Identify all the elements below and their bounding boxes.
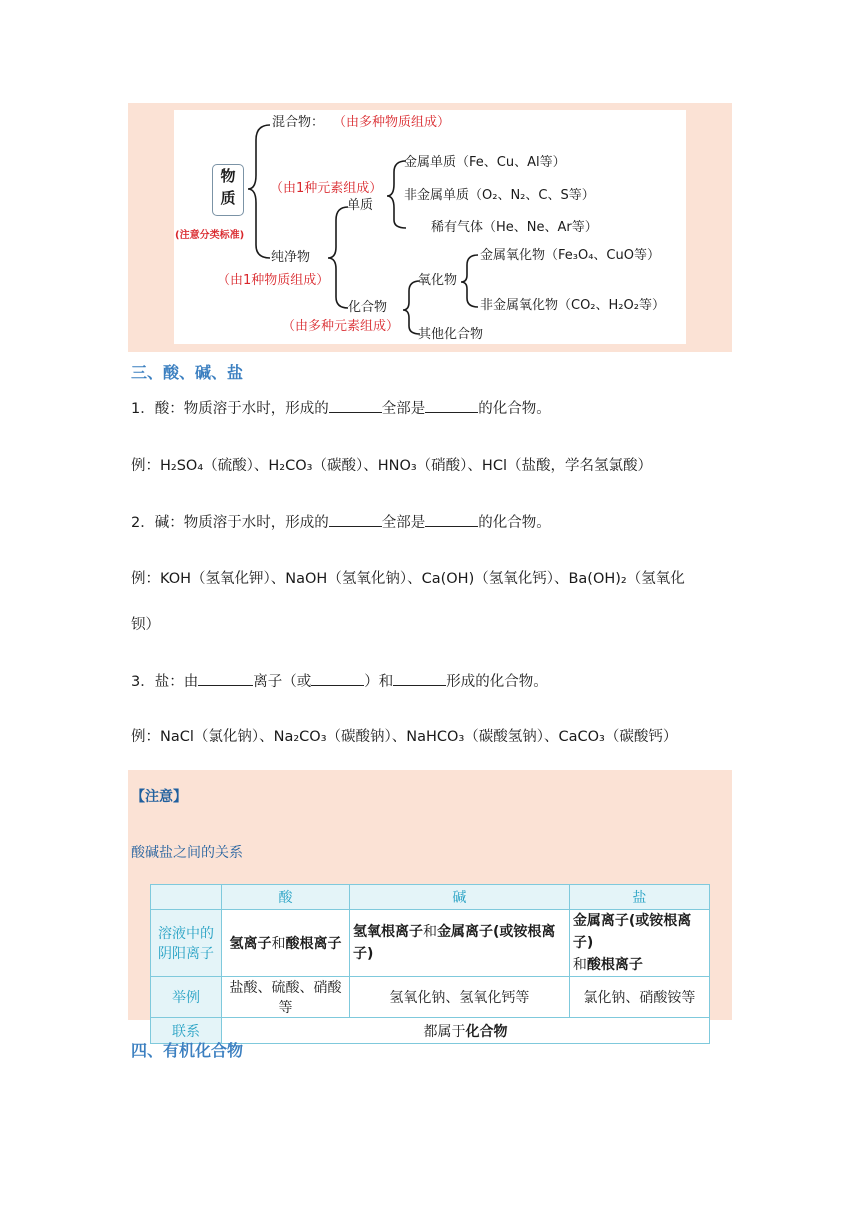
base-definition [131, 512, 551, 533]
base-blank-1 [329, 512, 382, 527]
element-label: 单质 [347, 198, 374, 213]
acid-ion-and: 和 [271, 936, 286, 952]
root-note: (注意分类标准) [175, 230, 245, 241]
acid-blank-1 [329, 398, 382, 413]
base-text-b: 全部是 [381, 515, 426, 531]
salt-ion-and: 和 [572, 957, 587, 973]
salt-blank-2 [311, 671, 364, 686]
section3-heading: 三、酸、碱、盐 [131, 363, 244, 382]
table-row [151, 977, 710, 1018]
salt-blank-3 [393, 671, 446, 686]
salt-definition [131, 671, 548, 692]
acid-text-c: 的化合物。 [478, 401, 551, 417]
salt-example: 例：NaCl（氯化钠）、Na₂CO₃（碳酸钠）、NaHCO₃（碳酸氢钠）、CaCO₃（碳酸钙） [131, 729, 678, 745]
acid-ion-2: 酸根离子 [285, 936, 342, 952]
row-label-example: 举例 [151, 977, 222, 1018]
metal-element: 金属单质（Fe、Cu、Al等） [404, 155, 566, 170]
base-ion-and: 和 [422, 924, 437, 940]
mixture-label: 混合物： [272, 115, 325, 130]
nonmetal-oxide: 非金属氧化物（CO₂、H₂O₂等） [480, 298, 665, 313]
acid-example: 例：H₂SO₄（硫酸）、H₂CO₃（碳酸）、HNO₃（硝酸）、HCl（盐酸，学名氢氯酸） [131, 458, 652, 474]
compound-label: 化合物 [348, 300, 388, 315]
base-blank-2 [425, 512, 478, 527]
relation-table [150, 884, 710, 1044]
mixture-note: （由多种物质组成） [333, 115, 451, 130]
table-header-salt: 盐 [569, 885, 709, 910]
base-ion-1: 氢氧根离子 [352, 924, 423, 940]
noble-gas: 稀有气体（He、Ne、Ar等） [431, 220, 598, 235]
cell-acid-ions [222, 910, 350, 977]
row-label-relation: 联系 [151, 1018, 222, 1044]
table-header-base: 碱 [349, 885, 569, 910]
relation-text-b: 化合物 [465, 1023, 508, 1040]
table-header-empty [151, 885, 222, 910]
oxide-label: 氧化物 [418, 273, 458, 288]
base-example-line2: 钡） [131, 617, 160, 633]
salt-ion-1: 金属离子(或铵根离子) [572, 913, 692, 951]
base-example-line1: 例：KOH（氢氧化钾）、NaOH（氢氧化钠）、Ca(OH)（氢氧化钙）、Ba(OH)₂（氢氧化 [131, 571, 685, 587]
note-title: 【注意】 [131, 789, 187, 805]
base-text-a: 2．碱：物质溶于水时，形成的 [131, 515, 329, 531]
root-char-1: 物 [220, 167, 236, 185]
pure-note: （由1种物质组成） [217, 273, 330, 288]
cell-relation [222, 1018, 710, 1044]
table-header-acid: 酸 [222, 885, 350, 910]
salt-text-a: 3．盐：由 [131, 674, 199, 690]
row-label-ions: 溶液中的阴阳离子 [151, 910, 222, 977]
salt-text-b: 离子（或 [253, 674, 312, 690]
cell-salt-example: 氯化钠、硝酸铵等 [569, 977, 709, 1018]
table-row [151, 910, 710, 977]
compound-note: （由多种元素组成） [282, 319, 400, 334]
acid-text-b: 全部是 [381, 401, 426, 417]
other-compound: 其他化合物 [418, 327, 484, 342]
relation-text-a: 都属于 [423, 1023, 466, 1040]
note-subtitle: 酸碱盐之间的关系 [131, 845, 243, 861]
element-note: （由1种元素组成） [270, 181, 383, 196]
acid-blank-2 [425, 398, 478, 413]
pure-label: 纯净物 [271, 250, 311, 265]
salt-blank-1 [198, 671, 253, 686]
salt-ion-2: 酸根离子 [586, 957, 643, 973]
root-char-2: 质 [220, 189, 236, 207]
metal-oxide: 金属氧化物（Fe₃O₄、CuO等） [480, 248, 660, 263]
salt-text-d: 形成的化合物。 [446, 674, 548, 690]
section4-heading: 四、有机化合物 [131, 1041, 244, 1060]
cell-acid-example: 盐酸、硫酸、硝酸等 [222, 977, 350, 1018]
acid-text-a: 1．酸：物质溶于水时，形成的 [131, 401, 329, 417]
acid-ion-1: 氢离子 [229, 936, 272, 952]
root-box [212, 164, 244, 216]
cell-base-example: 氢氧化钠、氢氧化钙等 [349, 977, 569, 1018]
table-header-row [151, 885, 710, 910]
nonmetal-element: 非金属单质（O₂、N₂、C、S等） [404, 188, 595, 203]
acid-definition [131, 398, 551, 419]
cell-salt-ions [569, 910, 709, 977]
cell-base-ions [349, 910, 569, 977]
base-text-c: 的化合物。 [478, 515, 551, 531]
salt-text-c: ）和 [364, 674, 394, 690]
base-ion-2: 金属离子(或铵根离子) [352, 924, 556, 962]
